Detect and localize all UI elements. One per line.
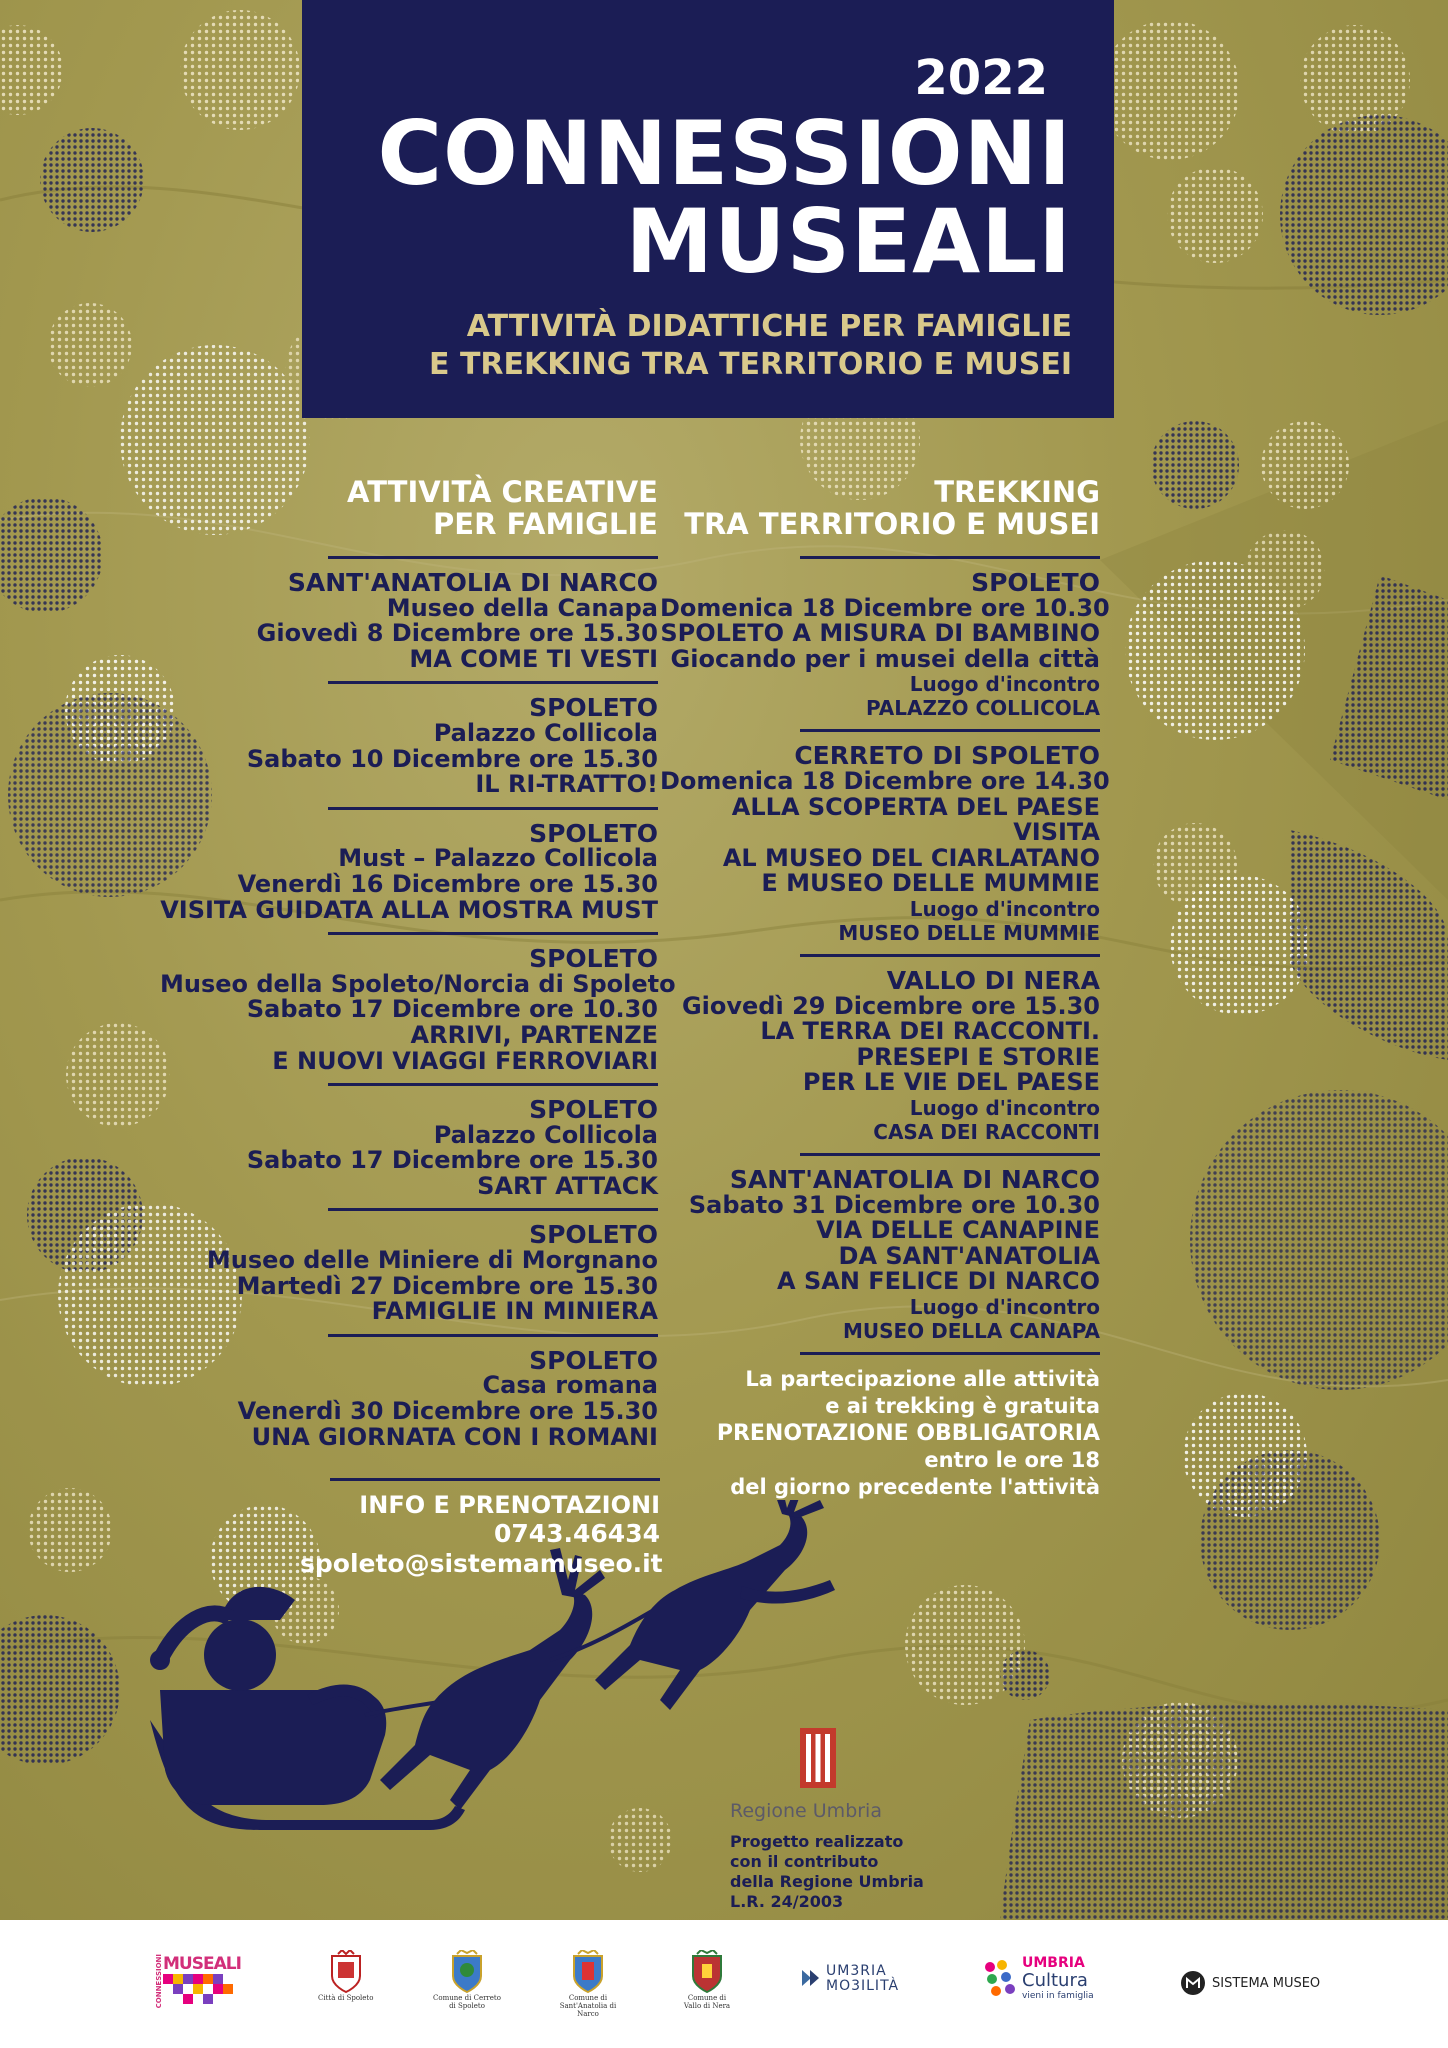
meeting-label: Luogo d'incontro xyxy=(909,672,1100,697)
event-location: SPOLETO xyxy=(529,1095,658,1125)
sistema-museo-icon xyxy=(1180,1970,1206,1996)
divider xyxy=(330,1478,660,1481)
vallo-di-nera-crest xyxy=(682,1950,732,2010)
umbria-cultura-icon xyxy=(982,1959,1018,1999)
event-location: SANT'ANATOLIA DI NARCO xyxy=(287,568,658,597)
note-line: e ai trekking è gratuita xyxy=(825,1393,1100,1418)
spoleto-crest xyxy=(318,1950,373,2002)
event-line: Sabato 17 Dicembre ore 15.30 xyxy=(246,1146,658,1175)
info-label: INFO E PRENOTAZIONI xyxy=(359,1491,660,1519)
divider xyxy=(328,1334,658,1337)
event-block xyxy=(160,695,658,797)
umbria-cultura-logo xyxy=(982,1956,1094,2002)
trekking-heading xyxy=(660,476,1100,540)
trek-line: LA TERRA DEI RACCONTI. xyxy=(760,1017,1100,1046)
note-line: La partecipazione alle attività xyxy=(745,1366,1100,1391)
vallo-di-nera-crest-icon xyxy=(689,1950,725,1994)
trek-block xyxy=(660,965,1100,1144)
event-line: VISITA GUIDATA ALLA MOSTRA MUST xyxy=(160,895,658,924)
trek-block xyxy=(660,568,1110,721)
heading-line: TREKKING xyxy=(934,475,1100,509)
spoleto-crest-icon xyxy=(328,1950,364,1994)
trek-line: VIA DELLE CANAPINE xyxy=(816,1216,1100,1245)
subtitle-line-1: ATTIVITÀ DIDATTICHE PER FAMIGLIE xyxy=(466,309,1072,344)
trek-line: Giocando per i musei della città xyxy=(670,644,1100,673)
divider xyxy=(800,1352,1100,1355)
trek-line: ALLA SCOPERTA DEL PAESE xyxy=(731,792,1100,821)
credit-line: della Regione Umbria xyxy=(730,1872,924,1891)
title-line-2: MUSEALI xyxy=(625,190,1072,293)
event-location: SPOLETO xyxy=(529,1220,658,1250)
crest-caption: Comune di Sant'Anatolia di Narco xyxy=(559,1994,617,2018)
trek-line: VISITA xyxy=(1013,818,1100,847)
cerreto-crest-icon xyxy=(449,1950,485,1994)
event-block xyxy=(160,1097,658,1199)
event-line: Martedì 27 Dicembre ore 15.30 xyxy=(236,1271,658,1300)
trek-location: VALLO DI NERA xyxy=(886,965,1100,995)
meeting-place: PALAZZO COLLICOLA xyxy=(865,696,1100,721)
event-block xyxy=(160,1222,658,1324)
divider xyxy=(800,556,1100,559)
divider xyxy=(328,681,658,684)
header-banner xyxy=(302,0,1114,418)
trek-line: DA SANT'ANATOLIA xyxy=(838,1241,1100,1270)
trek-location: CERRETO DI SPOLETO xyxy=(794,741,1100,771)
divider xyxy=(328,807,658,810)
trek-line: A SAN FELICE DI NARCO xyxy=(777,1267,1100,1296)
event-line: Museo della Canapa xyxy=(386,593,658,622)
event-year: 2022 xyxy=(914,50,1048,106)
event-block xyxy=(160,944,676,1075)
event-line: UNA GIORNATA CON I ROMANI xyxy=(251,1422,658,1451)
trek-line: E MUSEO DELLE MUMMIE xyxy=(761,869,1100,898)
trekking-column xyxy=(660,475,1110,1501)
meeting-place: CASA DEI RACCONTI xyxy=(873,1119,1100,1144)
trek-line: PER LE VIE DEL PAESE xyxy=(802,1068,1100,1097)
umbria-mobilita-icon xyxy=(800,1966,822,1992)
event-line: Palazzo Collicola xyxy=(433,1120,658,1149)
event-line: Venerdì 16 Dicembre ore 15.30 xyxy=(237,869,658,898)
umbria-mobilita-line-1: UM3RIA xyxy=(826,1963,887,1979)
trek-location: SPOLETO xyxy=(971,568,1100,597)
event-location: SPOLETO xyxy=(529,944,658,974)
participation-note xyxy=(660,1366,1100,1501)
umbria-cultura-tag: vieni in famiglia xyxy=(1022,1991,1094,2001)
email-address[interactable]: spoleto@sistemamuseo.it xyxy=(300,1549,663,1578)
event-line: FAMIGLIE IN MINIERA xyxy=(371,1297,658,1326)
divider xyxy=(800,1153,1100,1156)
trek-block xyxy=(660,1164,1100,1343)
creative-activities-column xyxy=(160,475,676,1451)
crest-caption: Città di Spoleto xyxy=(318,1994,374,2002)
project-credit xyxy=(730,1832,924,1912)
event-block xyxy=(160,818,658,924)
trek-block xyxy=(660,741,1110,945)
credit-line: Progetto realizzato xyxy=(730,1832,904,1851)
regione-umbria-emblem xyxy=(800,1728,836,1788)
event-line: SART ATTACK xyxy=(477,1171,658,1200)
event-block xyxy=(160,570,658,672)
logo-museali-text: MUSEALI xyxy=(163,1954,241,1974)
santanatolia-crest-icon xyxy=(570,1950,606,1994)
event-line: IL RI-TRATTO! xyxy=(475,770,658,799)
event-line: Palazzo Collicola xyxy=(433,718,658,747)
meeting-place: MUSEO DELLE MUMMIE xyxy=(838,920,1100,945)
event-line: Venerdì 30 Dicembre ore 15.30 xyxy=(237,1397,658,1426)
heading-line: ATTIVITÀ CREATIVE xyxy=(347,475,658,509)
event-line: Sabato 17 Dicembre ore 10.30 xyxy=(246,995,658,1024)
divider xyxy=(328,1083,658,1086)
trek-line: Domenica 18 Dicembre ore 10.30 xyxy=(660,593,1110,622)
info-booking xyxy=(300,1478,663,1579)
event-line: Must – Palazzo Collicola xyxy=(338,844,658,873)
umbria-mobilita-line-2: MO3ILITÀ xyxy=(826,1978,900,1994)
creative-activities-heading xyxy=(160,476,658,540)
event-line: MA COME TI VESTI xyxy=(409,644,658,673)
connessioni-museali-logo xyxy=(155,1954,243,2008)
event-line: Giovedì 8 Dicembre ore 15.30 xyxy=(256,619,658,648)
event-line: Sabato 10 Dicembre ore 15.30 xyxy=(246,744,658,773)
meeting-label: Luogo d'incontro xyxy=(909,896,1100,921)
heading-line: TRA TERRITORIO E MUSEI xyxy=(684,507,1100,541)
meeting-label: Luogo d'incontro xyxy=(909,1095,1100,1120)
umbria-cultura-brand: UMBRIA xyxy=(1022,1955,1085,1971)
event-line: Casa romana xyxy=(482,1371,658,1400)
trek-line: Giovedì 29 Dicembre ore 15.30 xyxy=(681,991,1100,1020)
trek-line: PRESEPI E STORIE xyxy=(856,1042,1100,1071)
logo-side-text: CONNESSIONI xyxy=(155,1954,163,2009)
credit-line: con il contributo xyxy=(730,1852,879,1871)
sistema-museo-logo xyxy=(1180,1970,1320,1996)
note-line: del giorno precedente l'attività xyxy=(730,1474,1100,1499)
meeting-label: Luogo d'incontro xyxy=(909,1294,1100,1319)
subtitle-line-2: E TREKKING TRA TERRITORIO E MUSEI xyxy=(429,347,1072,382)
credit-line: L.R. 24/2003 xyxy=(730,1892,844,1911)
event-line: Museo della Spoleto/Norcia di Spoleto xyxy=(160,969,676,998)
event-line: ARRIVI, PARTENZE xyxy=(410,1020,658,1049)
divider xyxy=(328,1208,658,1211)
event-line: E NUOVI VIAGGI FERROVIARI xyxy=(272,1046,658,1075)
region-name: Regione Umbria xyxy=(730,1800,882,1822)
umbria-mobilita-logo xyxy=(800,1964,899,1994)
cerreto-crest xyxy=(432,1950,502,2010)
trek-line: SPOLETO A MISURA DI BAMBINO xyxy=(660,619,1100,648)
title-line-1: CONNESSIONI xyxy=(377,102,1072,205)
poster-subtitle xyxy=(429,308,1072,384)
divider xyxy=(328,556,658,559)
phone-number[interactable]: 0743.46434 xyxy=(493,1519,660,1548)
crest-caption: Comune di Cerreto di Spoleto xyxy=(433,1994,501,2010)
trek-line: Sabato 31 Dicembre ore 10.30 xyxy=(688,1190,1100,1219)
trek-location: SANT'ANATOLIA DI NARCO xyxy=(729,1164,1100,1194)
event-location: SPOLETO xyxy=(529,693,658,723)
sistema-museo-text: SISTEMA MUSEO xyxy=(1212,1975,1321,1991)
trek-line: AL MUSEO DEL CIARLATANO xyxy=(722,843,1100,872)
event-location: SPOLETO xyxy=(529,1345,658,1375)
logo-pixel-grid xyxy=(163,1974,243,2004)
sponsor-footer xyxy=(0,1920,1448,2048)
divider xyxy=(800,729,1100,732)
divider xyxy=(328,932,658,935)
heading-line: PER FAMIGLIE xyxy=(433,507,658,541)
crest-caption: Comune di Vallo di Nera xyxy=(683,1994,731,2010)
santanatolia-crest xyxy=(548,1950,628,2018)
divider xyxy=(800,954,1100,957)
trek-line: Domenica 18 Dicembre ore 14.30 xyxy=(660,766,1110,795)
note-line: PRENOTAZIONE OBBLIGATORIA xyxy=(716,1420,1100,1446)
note-line: entro le ore 18 xyxy=(924,1447,1100,1472)
event-block xyxy=(160,1345,658,1451)
event-line: Museo delle Miniere di Morgnano xyxy=(206,1246,658,1275)
poster-title xyxy=(377,102,1072,293)
event-location: SPOLETO xyxy=(529,818,658,848)
meeting-place: MUSEO DELLA CANAPA xyxy=(842,1318,1100,1343)
umbria-cultura-word: Cultura xyxy=(1022,1970,1088,1991)
